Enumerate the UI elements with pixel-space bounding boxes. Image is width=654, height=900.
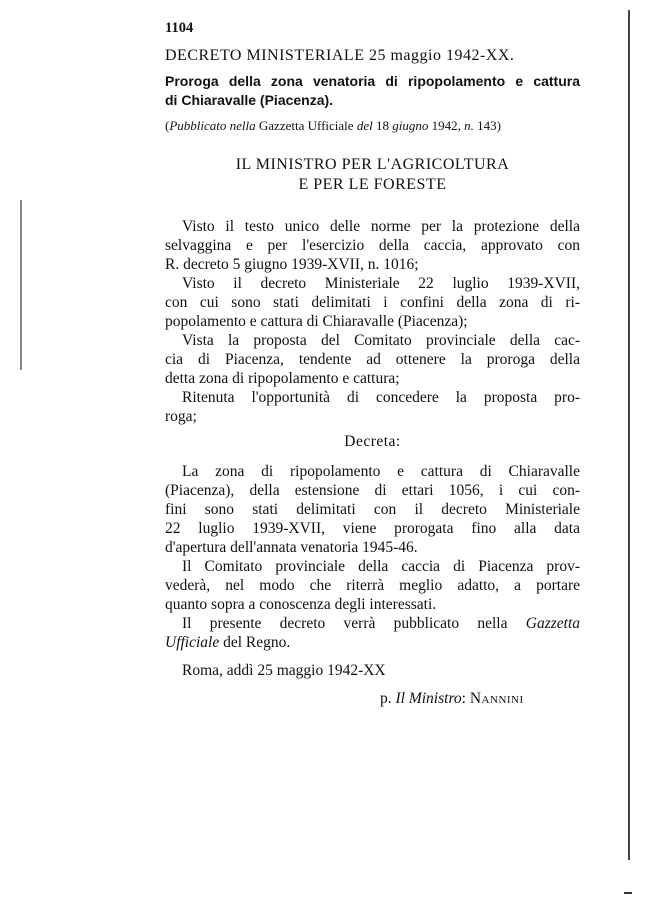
article-line: d'apertura dell'annata venatoria 1945-46. <box>165 539 418 556</box>
regno-text: del Regno. <box>219 634 291 651</box>
preamble-line: detta zona di ripopolamento e cattura; <box>165 370 400 387</box>
article-line: Il Comitato provinciale della caccia di Piacenza prov- <box>182 558 580 575</box>
minister-title-line-2: E PER LE FORESTE <box>298 176 447 193</box>
publication-italic-b: del <box>356 118 373 133</box>
decreta-heading: Decreta: <box>344 433 401 450</box>
preamble-line: R. decreto 5 giugno 1939-XVII, n. 1016; <box>165 256 419 273</box>
article-line: 22 luglio 1939-XVII, viene prorogata fino alla data <box>165 520 580 537</box>
article-line: quanto sopra a conoscenza degli interessati. <box>165 596 437 613</box>
publication-clause-line-1 <box>182 615 580 633</box>
preamble-line: roga; <box>165 408 197 425</box>
publication-clause-text: Il presente decreto verrà pubblicato nella <box>182 615 526 632</box>
publication-plain-a: Gazzetta Ufficiale <box>255 118 357 133</box>
subject-line-2: di Chiaravalle (Piacenza). <box>165 92 334 108</box>
signature-role: Il Ministro <box>395 690 462 707</box>
page-number: 1104 <box>165 20 194 36</box>
article-line: La zona di ripopolamento e cattura di Chiaravalle <box>182 463 580 480</box>
decree-heading: DECRETO MINISTERIALE 25 maggio 1942-XX. <box>165 47 515 64</box>
publication-plain-c: 1942, <box>428 118 465 133</box>
signature-colon: : <box>461 690 470 707</box>
minister-title-line-1: IL MINISTRO PER L'AGRICOLTURA <box>235 156 510 173</box>
article-line: fini sono stati delimitati con il decreto Ministeriale <box>165 501 580 518</box>
publication-clause-line-2 <box>165 634 290 652</box>
article-line: (Piacenza), della estensione di ettari 1056, i cui con- <box>165 482 580 499</box>
date-line: Roma, addì 25 maggio 1942-XX <box>182 662 386 679</box>
preamble-line: Vista la proposta del Comitato provinciale della cac- <box>182 332 580 349</box>
bottom-edge-mark <box>624 892 632 894</box>
publication-italic-a: Pubblicato nella <box>169 118 256 133</box>
publication-note <box>165 117 501 135</box>
preamble-line: Visto il decreto Ministeriale 22 luglio 1939-XVII, <box>182 275 580 292</box>
publication-italic-c: giugno <box>392 118 429 133</box>
signature-prefix: p. <box>380 690 396 707</box>
subject-line-1: Proroga della zona venatoria di ripopolamento e cattura <box>165 73 580 89</box>
article-line: vederà, nel modo che riterrà meglio adatto, a portare <box>165 577 580 594</box>
publication-plain-d: 143) <box>473 118 501 133</box>
gazzetta-italic: Gazzetta <box>525 615 580 632</box>
ufficiale-italic: Ufficiale <box>165 634 220 651</box>
publication-open-paren: ( <box>165 118 170 133</box>
publication-plain-b: 18 <box>372 118 393 133</box>
preamble-line: con cui sono stati delimitati i confini della zona di ri- <box>165 294 580 311</box>
preamble-line: selvaggina e per l'esercizio della caccia, approvato con <box>165 237 580 254</box>
preamble-line: cia di Piacenza, tendente ad ottenere la proroga della <box>165 351 580 368</box>
publication-italic-d: n. <box>464 118 474 133</box>
signature-name: Nannini <box>469 690 524 707</box>
preamble-line: Ritenuta l'opportunità di concedere la proposta pro- <box>182 389 580 406</box>
preamble-line: popolamento e cattura di Chiaravalle (Piacenza); <box>165 313 468 330</box>
left-margin-mark <box>20 200 22 370</box>
signature-line <box>380 690 524 708</box>
binding-edge-rule <box>628 10 630 860</box>
preamble-line: Visto il testo unico delle norme per la protezione della <box>182 218 580 235</box>
